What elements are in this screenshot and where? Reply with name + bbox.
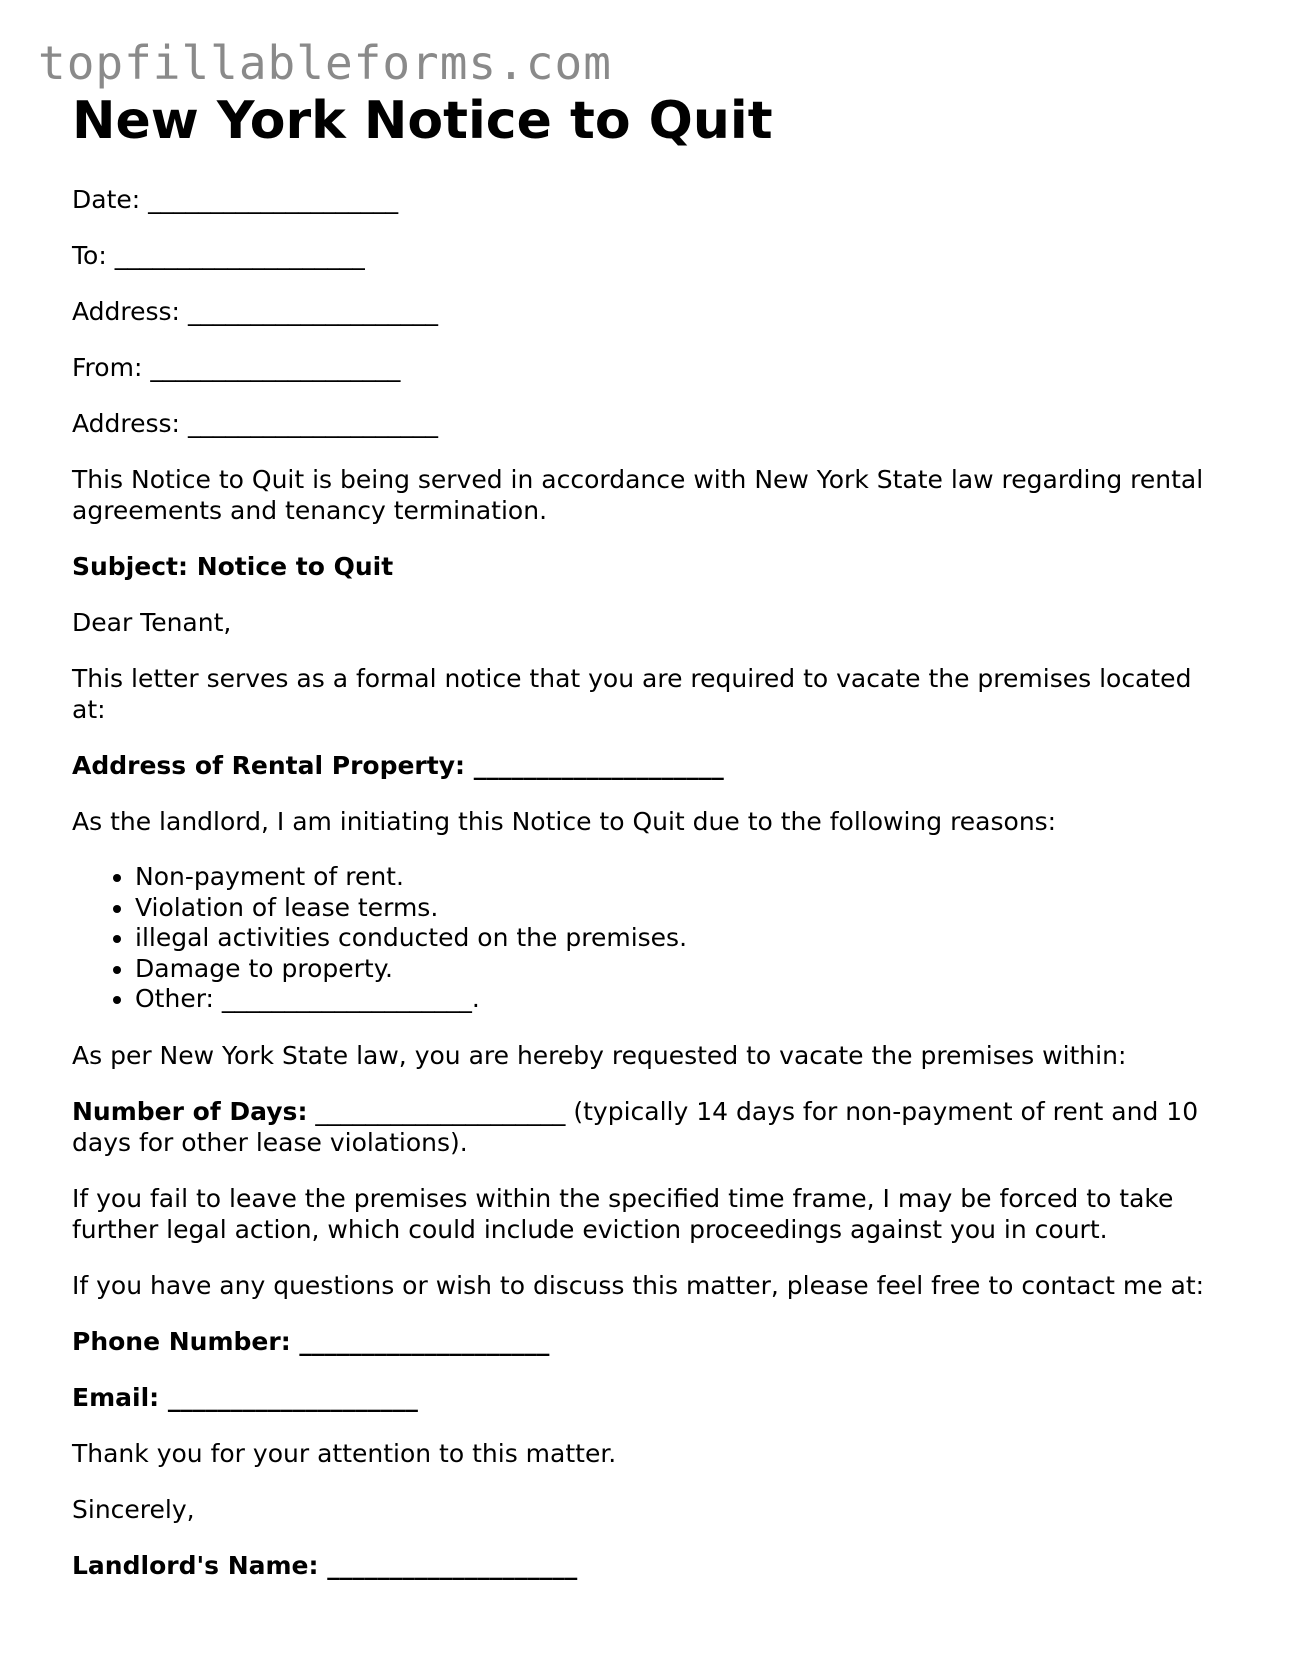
date-blank[interactable]: ____________________: [148, 185, 399, 214]
other-label: Other:: [135, 984, 214, 1013]
property-address-blank[interactable]: ____________________: [473, 751, 724, 780]
legal-warning-paragraph: If you fail to leave the premises within the specified time frame, I may be forced to take further legal action, which could include eviction proceedings against you in court.: [72, 1183, 1174, 1244]
email-label: Email:: [72, 1382, 160, 1412]
date-field: [72, 184, 1232, 215]
date-label: Date:: [72, 185, 141, 214]
reasons-list: [72, 862, 1232, 1015]
landlord-name-field: [72, 1550, 1232, 1581]
vacate-notice-paragraph: This letter serves as a formal notice that you are required to vacate the premises located at:: [72, 664, 1192, 724]
list-item: • illegal activities conducted on the premises.: [135, 923, 1232, 954]
list-item: • Non-payment of rent.: [135, 862, 1232, 893]
to-address-label: Address:: [72, 297, 180, 326]
from-address-blank[interactable]: ____________________: [187, 409, 438, 438]
notice-document: [72, 88, 1232, 1606]
vacate-intro: As per New York State law, you are hereby requested to vacate the premises within:: [72, 1040, 1127, 1070]
days-blank[interactable]: ____________________: [315, 1096, 566, 1126]
thanks-line: Thank you for your attention to this matter.: [72, 1438, 617, 1468]
property-address-label: Address of Rental Property:: [72, 751, 465, 780]
from-field: [72, 352, 1232, 383]
property-address-field: [72, 750, 1232, 781]
to-label: To:: [72, 241, 107, 270]
site-watermark: topfillableforms.com: [38, 36, 612, 90]
contact-intro: If you have any questions or wish to discuss this matter, please feel free to contact me at:: [72, 1270, 1205, 1300]
to-address-field: [72, 296, 1232, 327]
reasons-intro: As the landlord, I am initiating this Notice to Quit due to the following reasons:: [72, 807, 1057, 836]
email-blank[interactable]: ____________________: [167, 1382, 418, 1412]
from-blank[interactable]: ____________________: [150, 353, 401, 382]
intro-paragraph: This Notice to Quit is being served in accordance with New York State law regarding rental agreements and tenancy termination.: [72, 465, 1204, 525]
from-label: From:: [72, 353, 143, 382]
subject-line: Subject: Notice to Quit: [72, 552, 394, 581]
greeting: Dear Tenant,: [72, 608, 232, 637]
page-title: New York Notice to Quit: [72, 91, 773, 151]
to-blank[interactable]: ____________________: [114, 241, 365, 270]
phone-blank[interactable]: ____________________: [299, 1326, 550, 1356]
to-address-blank[interactable]: ____________________: [187, 297, 438, 326]
other-reason-blank[interactable]: ____________________: [221, 984, 472, 1013]
phone-field: [72, 1326, 1232, 1357]
phone-label: Phone Number:: [72, 1326, 291, 1356]
days-label: Number of Days:: [72, 1096, 308, 1126]
landlord-name-label: Landlord's Name:: [72, 1550, 319, 1580]
landlord-name-blank[interactable]: ____________________: [327, 1550, 578, 1580]
closing-line: Sincerely,: [72, 1494, 195, 1524]
list-item: • Damage to property.: [135, 954, 1232, 985]
from-address-field: [72, 408, 1232, 439]
to-field: [72, 240, 1232, 271]
list-item: • Violation of lease terms.: [135, 893, 1232, 924]
days-note: (typically 14 days for non-payment of rent and 10 days for other lease violations).: [72, 1096, 1199, 1157]
number-of-days-field: [72, 1096, 1232, 1158]
list-item-other: [135, 984, 1232, 1015]
from-address-label: Address:: [72, 409, 180, 438]
email-field: [72, 1382, 1232, 1413]
other-suffix: .: [471, 984, 480, 1013]
